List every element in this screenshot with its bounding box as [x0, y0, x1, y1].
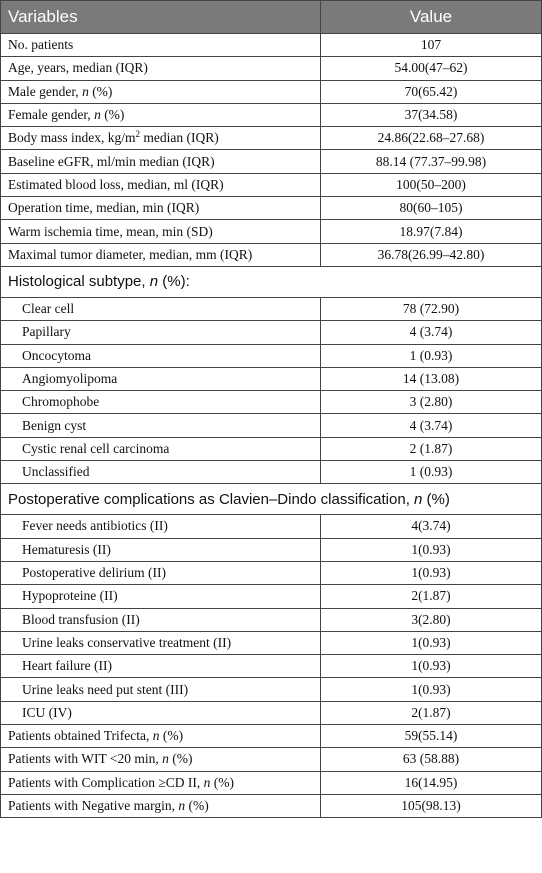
row-label-suffix: (%) [210, 774, 235, 790]
row-value: 2(1.87) [321, 701, 542, 724]
row-label-suffix: (%) [88, 83, 113, 99]
row-label [1, 561, 321, 584]
section-histological-subtype [1, 266, 542, 297]
row-label [1, 321, 321, 344]
table-row [1, 34, 542, 57]
row-label [1, 515, 321, 538]
table-row [1, 794, 542, 817]
row-label [1, 197, 321, 220]
row-label-text: Oncocytoma [22, 347, 91, 363]
row-value: 24.86(22.68–27.68) [321, 127, 542, 150]
row-label [1, 538, 321, 561]
row-label-text: Urine leaks need put stent (III) [22, 681, 189, 697]
table-row [1, 57, 542, 80]
row-label-text: Baseline eGFR, ml/min median (IQR) [8, 153, 215, 169]
row-label [1, 367, 321, 390]
row-value: 1 (0.93) [321, 461, 542, 484]
row-label [1, 794, 321, 817]
row-value: 88.14 (77.37–99.98) [321, 150, 542, 173]
row-label-text: Papillary [22, 324, 71, 340]
row-value: 3(2.80) [321, 608, 542, 631]
row-value: 1(0.93) [321, 655, 542, 678]
row-label-text: Age, years, median (IQR) [8, 60, 148, 76]
row-value: 2(1.87) [321, 585, 542, 608]
table-row [1, 173, 542, 196]
row-label [1, 655, 321, 678]
row-label [1, 103, 321, 126]
row-label [1, 391, 321, 414]
row-value: 1(0.93) [321, 631, 542, 654]
row-label-italic: n [178, 798, 186, 814]
row-label [1, 243, 321, 266]
row-label [1, 678, 321, 701]
row-value: 4 (3.74) [321, 321, 542, 344]
row-label [1, 57, 321, 80]
row-value: 2 (1.87) [321, 437, 542, 460]
row-value: 37(34.58) [321, 103, 542, 126]
row-label-text: Patients with Negative margin, [8, 798, 179, 814]
variables-header: Variables [1, 1, 321, 34]
table-row [1, 197, 542, 220]
row-value: 100(50–200) [321, 173, 542, 196]
row-label-suffix: (%) [168, 751, 193, 767]
row-value: 14 (13.08) [321, 367, 542, 390]
table-row [1, 631, 542, 654]
table-row [1, 243, 542, 266]
row-label [1, 461, 321, 484]
section-label [1, 484, 542, 515]
row-label [1, 150, 321, 173]
row-label-text: Heart failure (II) [22, 658, 112, 674]
row-label-text: Clear cell [22, 301, 75, 317]
row-label [1, 701, 321, 724]
table-row [1, 461, 542, 484]
table-row [1, 725, 542, 748]
table-row [1, 701, 542, 724]
row-label-text: Angiomyolipoma [22, 371, 118, 386]
table-row [1, 561, 542, 584]
row-label-italic: n [414, 490, 423, 508]
table-row [1, 748, 542, 771]
row-label-text: Blood transfusion (II) [22, 611, 140, 627]
header-row [1, 1, 542, 34]
row-value: 1 (0.93) [321, 344, 542, 367]
table-row [1, 297, 542, 320]
row-label-text: Warm ischemia time, mean, min (SD) [8, 223, 213, 239]
row-label-text: Patients obtained Trifecta, [8, 728, 153, 744]
row-label-suffix: median (IQR) [140, 130, 219, 146]
row-label-text: Unclassified [22, 464, 90, 480]
row-label-text: ICU (IV) [22, 704, 72, 720]
row-label-text: No. patients [8, 37, 74, 53]
table-row [1, 771, 542, 794]
row-label-text: Male gender, [8, 83, 83, 99]
row-label-italic: n [203, 774, 211, 790]
row-label [1, 173, 321, 196]
row-label [1, 344, 321, 367]
row-label [1, 297, 321, 320]
table-row [1, 103, 542, 126]
row-value: 107 [321, 34, 542, 57]
table-row [1, 344, 542, 367]
row-label-suffix: (%) [100, 107, 125, 123]
row-label-italic: n [149, 273, 159, 291]
row-value: 78 (72.90) [321, 297, 542, 320]
row-label [1, 220, 321, 243]
table-body [1, 34, 542, 818]
row-value: 54.00(47–62) [321, 57, 542, 80]
row-value: 80(60–105) [321, 197, 542, 220]
row-label-suffix: (%) [422, 490, 450, 508]
row-value: 1(0.93) [321, 678, 542, 701]
row-label-text: Operation time, median, min (IQR) [8, 200, 200, 216]
row-label-italic: n [82, 83, 89, 99]
row-label [1, 80, 321, 103]
row-label [1, 34, 321, 57]
row-label-text: Postoperative complications as Clavien–Dindo classification, [8, 490, 415, 508]
row-label-italic: n [94, 107, 101, 123]
row-label [1, 437, 321, 460]
row-value: 105(98.13) [321, 794, 542, 817]
row-label-text: Patients with WIT <20 min, [8, 751, 163, 767]
table-row [1, 127, 542, 150]
row-label-italic: n [162, 751, 169, 767]
row-value: 59(55.14) [321, 725, 542, 748]
row-value: 3 (2.80) [321, 391, 542, 414]
table-row [1, 391, 542, 414]
row-label-text: Body mass index, kg/m [8, 130, 136, 146]
table-row [1, 80, 542, 103]
table-row [1, 367, 542, 390]
row-label-superscript: 2 [135, 129, 140, 140]
row-label-suffix: (%) [159, 728, 184, 744]
row-value: 1(0.93) [321, 561, 542, 584]
table-row [1, 150, 542, 173]
table-row [1, 538, 542, 561]
table-row [1, 585, 542, 608]
table-row [1, 678, 542, 701]
row-label-text: Urine leaks conservative treatment (II) [22, 634, 232, 650]
row-label [1, 608, 321, 631]
row-label [1, 631, 321, 654]
row-label [1, 414, 321, 437]
row-label [1, 748, 321, 771]
row-value: 70(65.42) [321, 80, 542, 103]
row-label-italic: n [152, 728, 160, 744]
row-label-text: Fever needs antibiotics (II) [22, 518, 168, 534]
row-label-text: Estimated blood loss, median, ml (IQR) [8, 176, 224, 192]
row-value: 4(3.74) [321, 515, 542, 538]
table-row [1, 608, 542, 631]
section-label [1, 266, 542, 297]
row-label-text: Maximal tumor diameter, median, mm (IQR) [8, 246, 253, 262]
row-value: 4 (3.74) [321, 414, 542, 437]
row-label-suffix: (%) [185, 798, 209, 814]
table-row [1, 437, 542, 460]
row-label-text: Cystic renal cell carcinoma [22, 440, 170, 456]
table-row [1, 414, 542, 437]
row-label-text: Female gender, [8, 107, 95, 123]
row-label [1, 585, 321, 608]
row-value: 36.78(26.99–42.80) [321, 243, 542, 266]
row-value: 18.97(7.84) [321, 220, 542, 243]
row-label [1, 725, 321, 748]
row-value: 16(14.95) [321, 771, 542, 794]
row-label-text: Patients with Complication ≥CD II, [8, 774, 204, 790]
table-row [1, 655, 542, 678]
row-value: 1(0.93) [321, 538, 542, 561]
row-label-text: Chromophobe [22, 394, 100, 410]
section-postoperative-complications [1, 484, 542, 515]
table-row [1, 321, 542, 344]
row-label [1, 771, 321, 794]
value-header: Value [321, 1, 542, 34]
row-label-text: Postoperative delirium (II) [22, 565, 166, 581]
table-row [1, 515, 542, 538]
row-label-text: Hypoproteine (II) [22, 588, 118, 604]
row-label-text: Histological subtype, [8, 273, 150, 291]
row-label [1, 127, 321, 150]
row-label-text: Benign cyst [22, 417, 87, 433]
row-label-suffix: (%): [158, 273, 190, 291]
table-row [1, 220, 542, 243]
row-label-text: Hematuresis (II) [22, 541, 111, 557]
row-value: 63 (58.88) [321, 748, 542, 771]
